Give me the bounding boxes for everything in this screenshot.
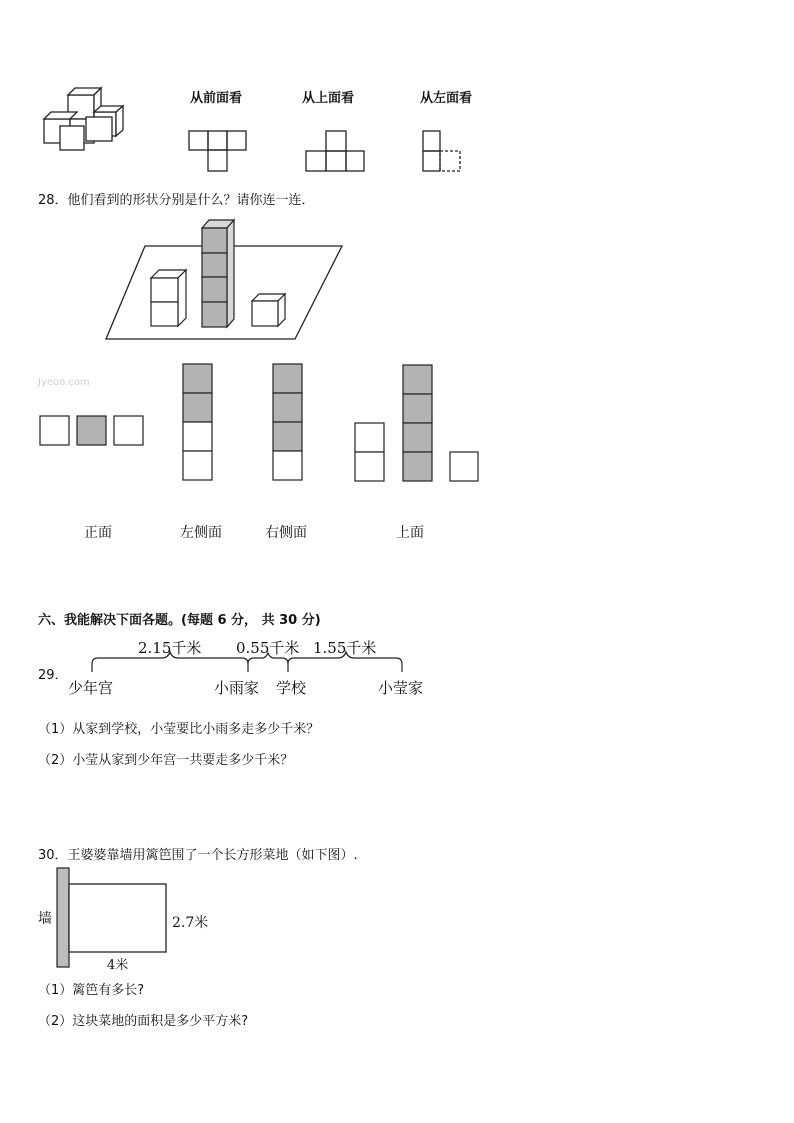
segment-2-distance: 0.55千米 <box>236 639 300 657</box>
question-28: 28．他们看到的形状分别是什么？请你连一连． <box>38 193 315 208</box>
view-left-label: 从左面看 <box>420 91 473 106</box>
place-youth-palace: 少年宫 <box>68 679 114 697</box>
question-29-sub-2: （2）小莹从家到少年宫一共要走多少千米？ <box>38 753 294 768</box>
segment-3-distance: 1.55千米 <box>313 639 377 657</box>
view-front-label: 从前面看 <box>190 91 243 106</box>
question-30-sub-1: （1）篱笆有多长? <box>38 983 145 998</box>
label-left-side: 左侧面 <box>180 525 222 541</box>
height-label: 2.7米 <box>172 915 209 931</box>
place-school: 学校 <box>276 679 307 697</box>
width-label: 4米 <box>107 958 129 973</box>
wall-label: 墙 <box>38 911 52 927</box>
watermark: Jyeoo.com <box>38 377 90 388</box>
place-xiaoying-home: 小莹家 <box>378 679 424 697</box>
label-top: 上面 <box>396 525 424 541</box>
label-right-side: 右侧面 <box>265 525 307 541</box>
question-30-sub-2: （2）这块菜地的面积是多少平方米? <box>38 1014 249 1029</box>
place-xiaoyu-home: 小雨家 <box>214 679 260 697</box>
question-29-sub-1: （1）从家到学校，小莹要比小雨多走多少千米？ <box>38 722 320 737</box>
label-front: 正面 <box>84 525 112 541</box>
section-6-heading: 六、我能解决下面各题。(每题 6 分， 共 30 分) <box>38 613 321 628</box>
question-30: 30．王婆婆靠墙用篱笆围了一个长方形菜地（如下图）. <box>38 848 358 863</box>
question-29-number: 29． <box>38 668 68 683</box>
view-top-label: 从上面看 <box>302 91 355 106</box>
segment-1-distance: 2.15千米 <box>138 639 202 657</box>
